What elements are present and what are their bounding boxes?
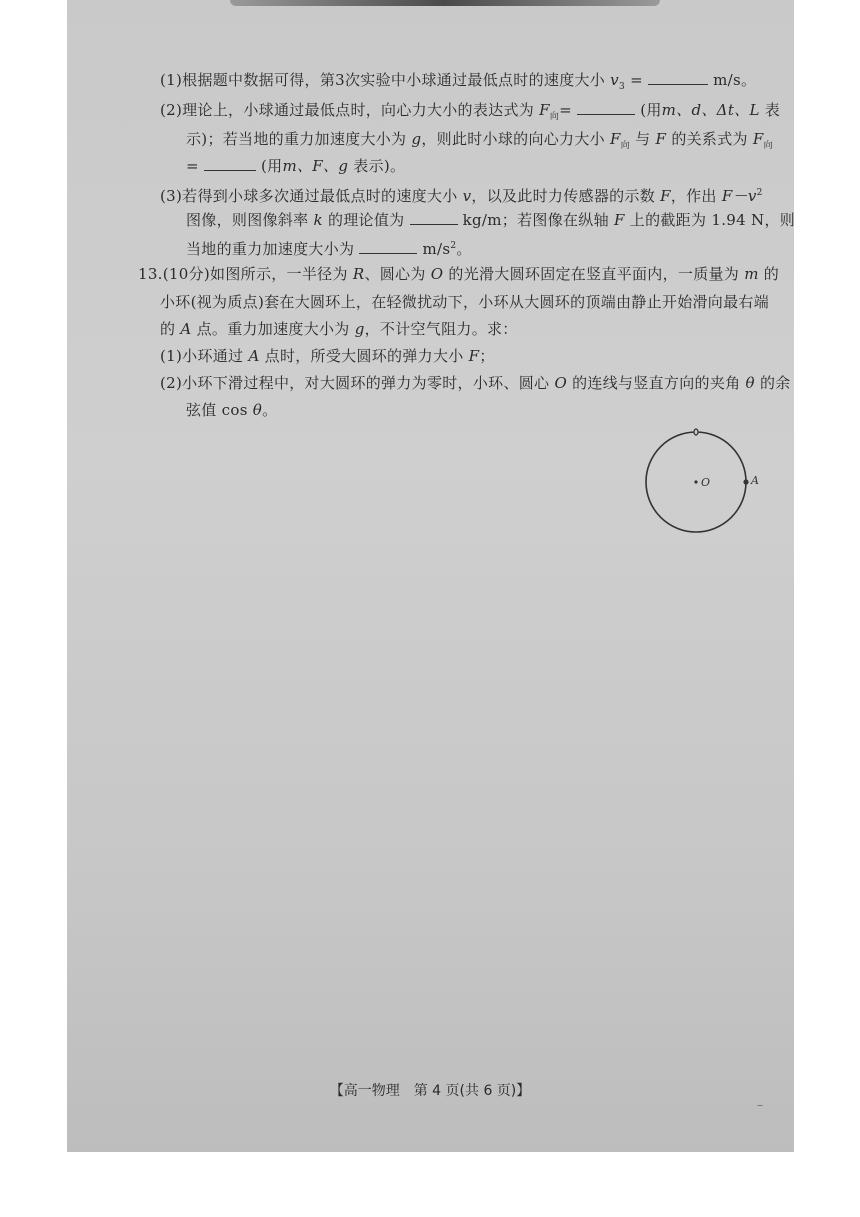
text: 与 (635, 130, 651, 148)
expr: F－v (721, 187, 757, 205)
unit: m/s。 (713, 71, 757, 89)
text: (2)小环下滑过程中，对大圆环的弹力为零时，小环、圆心 (160, 374, 550, 392)
center-dot (694, 480, 697, 483)
q13-sub2-line2 (186, 400, 277, 420)
answer-blank[interactable] (410, 210, 458, 225)
q12-part1 (160, 70, 756, 97)
vars: m、F、g (282, 157, 349, 175)
var-F: F (539, 101, 550, 119)
q13-line2 (160, 292, 769, 312)
text: 图像，则图像斜率 (186, 211, 309, 229)
text: ； (479, 347, 495, 365)
q13-sub1 (160, 346, 495, 366)
answer-blank[interactable] (648, 70, 708, 85)
subscript-3: 3 (618, 82, 625, 92)
margin-mark: – (757, 1098, 763, 1112)
subscript-xiang: 向 (549, 112, 560, 122)
var-F: F (660, 187, 671, 205)
var-A: A (180, 320, 192, 338)
q12-part1-text: (1)根据题中数据可得，第3次实验中小球通过最低点时的速度大小 (160, 71, 606, 89)
answer-blank[interactable] (359, 239, 417, 254)
equals: = (630, 71, 643, 89)
var-g: g (411, 130, 422, 148)
var-v: v (462, 187, 472, 205)
q12-part2-line2 (186, 129, 773, 156)
var-F: F (468, 347, 480, 365)
text: 点时，所受大圆环的弹力大小 (264, 347, 464, 365)
vars: m、d、Δt、L (661, 101, 760, 119)
text: 的理论值为 (327, 211, 405, 229)
text: 的光滑大圆环固定在竖直平面内，一质量为 (448, 265, 740, 283)
text: 、圆心为 (364, 265, 426, 283)
superscript-2: 2 (450, 241, 457, 251)
var-theta: θ (745, 374, 755, 392)
ring-figure (640, 422, 770, 542)
page-footer: 【高一物理 第 4 页(共 6 页)】 (329, 1083, 531, 1099)
text: ，以及此时力传感器的示数 (471, 187, 656, 205)
subscript-xiang: 向 (620, 141, 631, 151)
text: ，则此时小球的向心力大小 (421, 130, 605, 148)
text: 。 (456, 240, 472, 258)
text: 当地的重力加速度大小为 (186, 240, 355, 258)
text: kg/m；若图像在纵轴 (462, 211, 609, 229)
text: 示)；若当地的重力加速度大小为 (186, 130, 407, 148)
var-k: k (313, 211, 323, 229)
text: 的连线与竖直方向的夹角 (572, 374, 741, 392)
var-F: F (613, 211, 625, 229)
text: 表 (764, 101, 781, 119)
var-F: F (752, 130, 764, 148)
var-O: O (430, 265, 444, 283)
label-O: O (701, 476, 711, 489)
q12-part2-text: (2)理论上，小球通过最低点时，向心力大小的表达式为 (160, 101, 535, 119)
text: 小环(视为质点)套在大圆环上，在轻微扰动下，小环从大圆环的顶端由静止开始滑向最右端 (160, 293, 770, 311)
point-A (743, 479, 748, 484)
q12-part3-line3 (186, 236, 472, 259)
q13-heading: 13.(10分)如图所示，一半径为 (138, 265, 348, 283)
text: 。 (262, 401, 278, 419)
exam-sheet (67, 0, 794, 1152)
q12-part3-line1 (160, 183, 763, 206)
var-F: F (610, 130, 621, 148)
label-A: A (751, 474, 759, 487)
text: ，不计空气阻力。求： (364, 320, 518, 338)
var-theta: θ (252, 401, 263, 419)
text: 上的截距为 1.94 N，则 (629, 211, 796, 229)
q12-part3-line2 (186, 210, 795, 230)
superscript-2: 2 (756, 188, 763, 198)
q12-part2-line3 (186, 156, 405, 176)
binding-shadow (230, 0, 660, 6)
text: 的余 (759, 374, 791, 392)
text: 的关系式为 (671, 130, 748, 148)
text: (用 (261, 157, 283, 175)
text: 的 (763, 265, 780, 283)
text: ，作出 (670, 187, 717, 205)
text: 的 (160, 320, 176, 338)
text: (用 (640, 101, 662, 119)
q13-line3 (160, 319, 518, 339)
var-A: A (248, 347, 260, 365)
var-m: m (744, 265, 759, 283)
equals: = (186, 157, 199, 175)
answer-blank[interactable] (204, 156, 256, 171)
text: (1)小环通过 (160, 347, 244, 365)
var-R: R (352, 265, 365, 283)
answer-blank[interactable] (577, 100, 635, 115)
var-v: v (610, 71, 619, 89)
q13-sub2 (160, 373, 791, 393)
q13-line1 (138, 264, 779, 284)
text: 表示)。 (353, 157, 406, 175)
var-F: F (655, 130, 667, 148)
subscript-xiang: 向 (763, 141, 773, 151)
unit: m/s (422, 240, 451, 258)
small-ring (694, 429, 698, 435)
text: 弦值 cos (186, 401, 248, 419)
text: 点。重力加速度大小为 (196, 320, 350, 338)
var-O: O (554, 374, 568, 392)
text: (3)若得到小球多次通过最低点时的速度大小 (160, 187, 458, 205)
var-g: g (354, 320, 365, 338)
q12-part2-line1 (160, 100, 780, 127)
equals: = (559, 101, 573, 119)
